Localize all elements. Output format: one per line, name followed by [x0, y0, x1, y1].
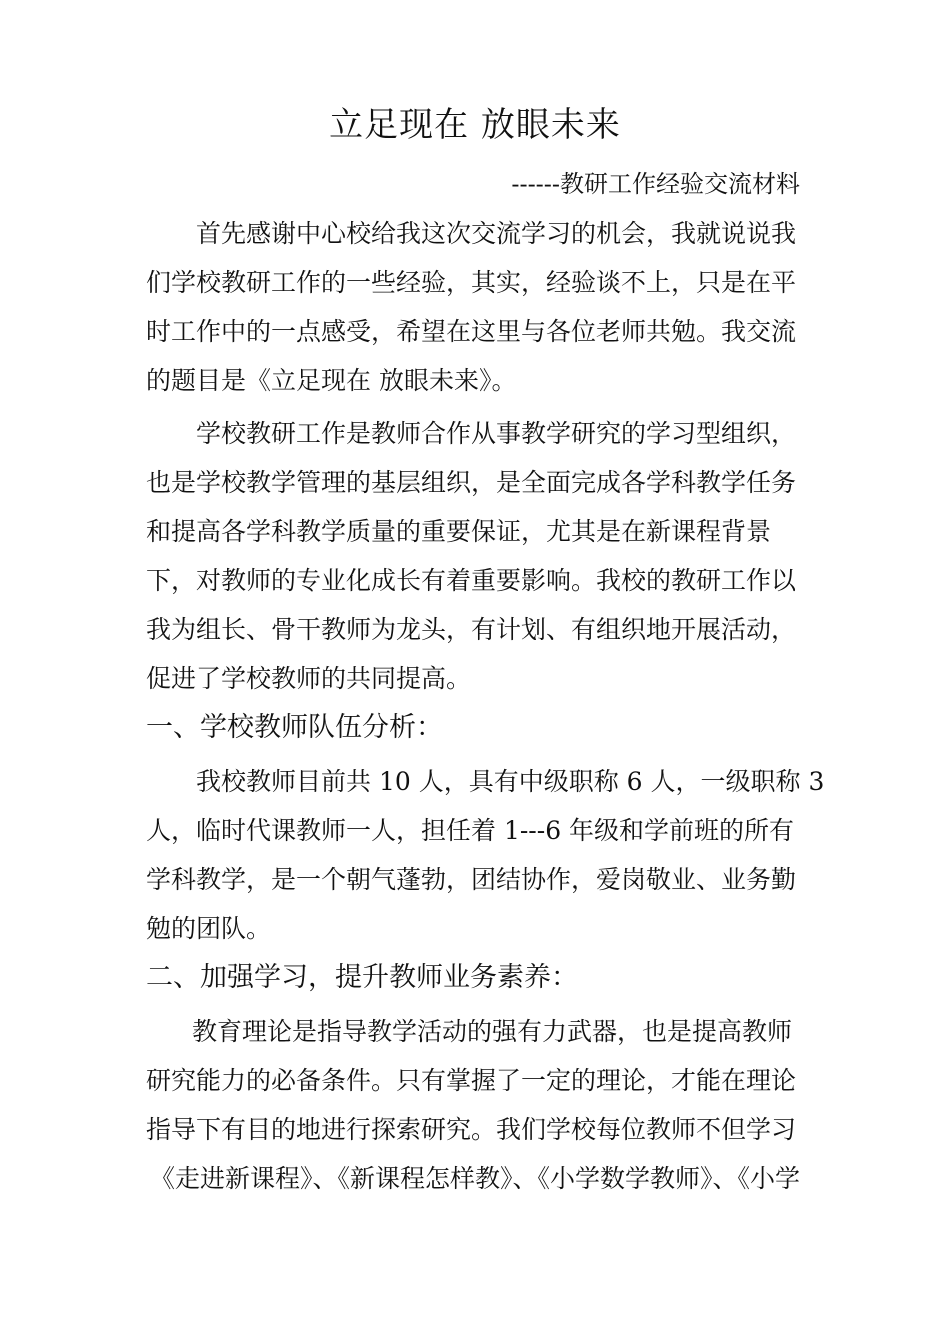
paragraph-3-line-3: 学科教学，是一个朝气蓬勃，团结协作，爱岗敬业、业务勤 — [146, 865, 797, 894]
paragraph-1-line-4: 的题目是《立足现在 放眼未来》。 — [146, 366, 517, 395]
paragraph-2-line-1: 学校教研工作是教师合作从事教学研究的学习型组织， — [196, 419, 797, 448]
paragraph-2-line-4: 下，对教师的专业化成长有着重要影响。我校的教研工作以 — [146, 566, 797, 595]
section-2-heading: 二、加强学习，提升教师业务素养： — [146, 962, 578, 993]
paragraph-4-line-2: 研究能力的必备条件。只有掌握了一定的理论，才能在理论 — [146, 1066, 797, 1095]
paragraph-1-line-1: 首先感谢中心校给我这次交流学习的机会，我就说说我 — [196, 219, 797, 248]
paragraph-4-line-3: 指导下有目的地进行探索研究。我们学校每位教师不但学习 — [146, 1115, 797, 1144]
paragraph-2-line-6: 促进了学校教师的共同提高。 — [146, 664, 472, 693]
paragraph-3-line-1: 我校教师目前共 10 人，具有中级职称 6 人，一级职称 3 — [196, 767, 825, 796]
section-1-heading: 一、学校教师队伍分析： — [146, 712, 443, 743]
document-title: 立足现在 放眼未来 — [329, 105, 621, 145]
paragraph-2-line-3: 和提高各学科教学质量的重要保证，尤其是在新课程背景 — [146, 517, 772, 546]
paragraph-1-line-3: 时工作中的一点感受，希望在这里与各位老师共勉。我交流 — [146, 317, 797, 346]
paragraph-3-line-2: 人，临时代课教师一人，担任着 1---6 年级和学前班的所有 — [146, 816, 795, 845]
paragraph-3-line-4: 勉的团队。 — [146, 914, 272, 943]
paragraph-4-line-1: 教育理论是指导教学活动的强有力武器，也是提高教师 — [192, 1017, 793, 1046]
paragraph-1-line-2: 们学校教研工作的一些经验，其实，经验谈不上，只是在平 — [146, 268, 797, 297]
paragraph-2-line-2: 也是学校教学管理的基层组织，是全面完成各学科教学任务 — [146, 468, 797, 497]
paragraph-4-line-4: 《走进新课程》、《新课程怎样教》、《小学数学教师》、《小学 — [150, 1164, 801, 1193]
document-subtitle: ------教研工作经验交流材料 — [511, 170, 800, 198]
paragraph-2-line-5: 我为组长、骨干教师为龙头，有计划、有组织地开展活动， — [146, 615, 797, 644]
